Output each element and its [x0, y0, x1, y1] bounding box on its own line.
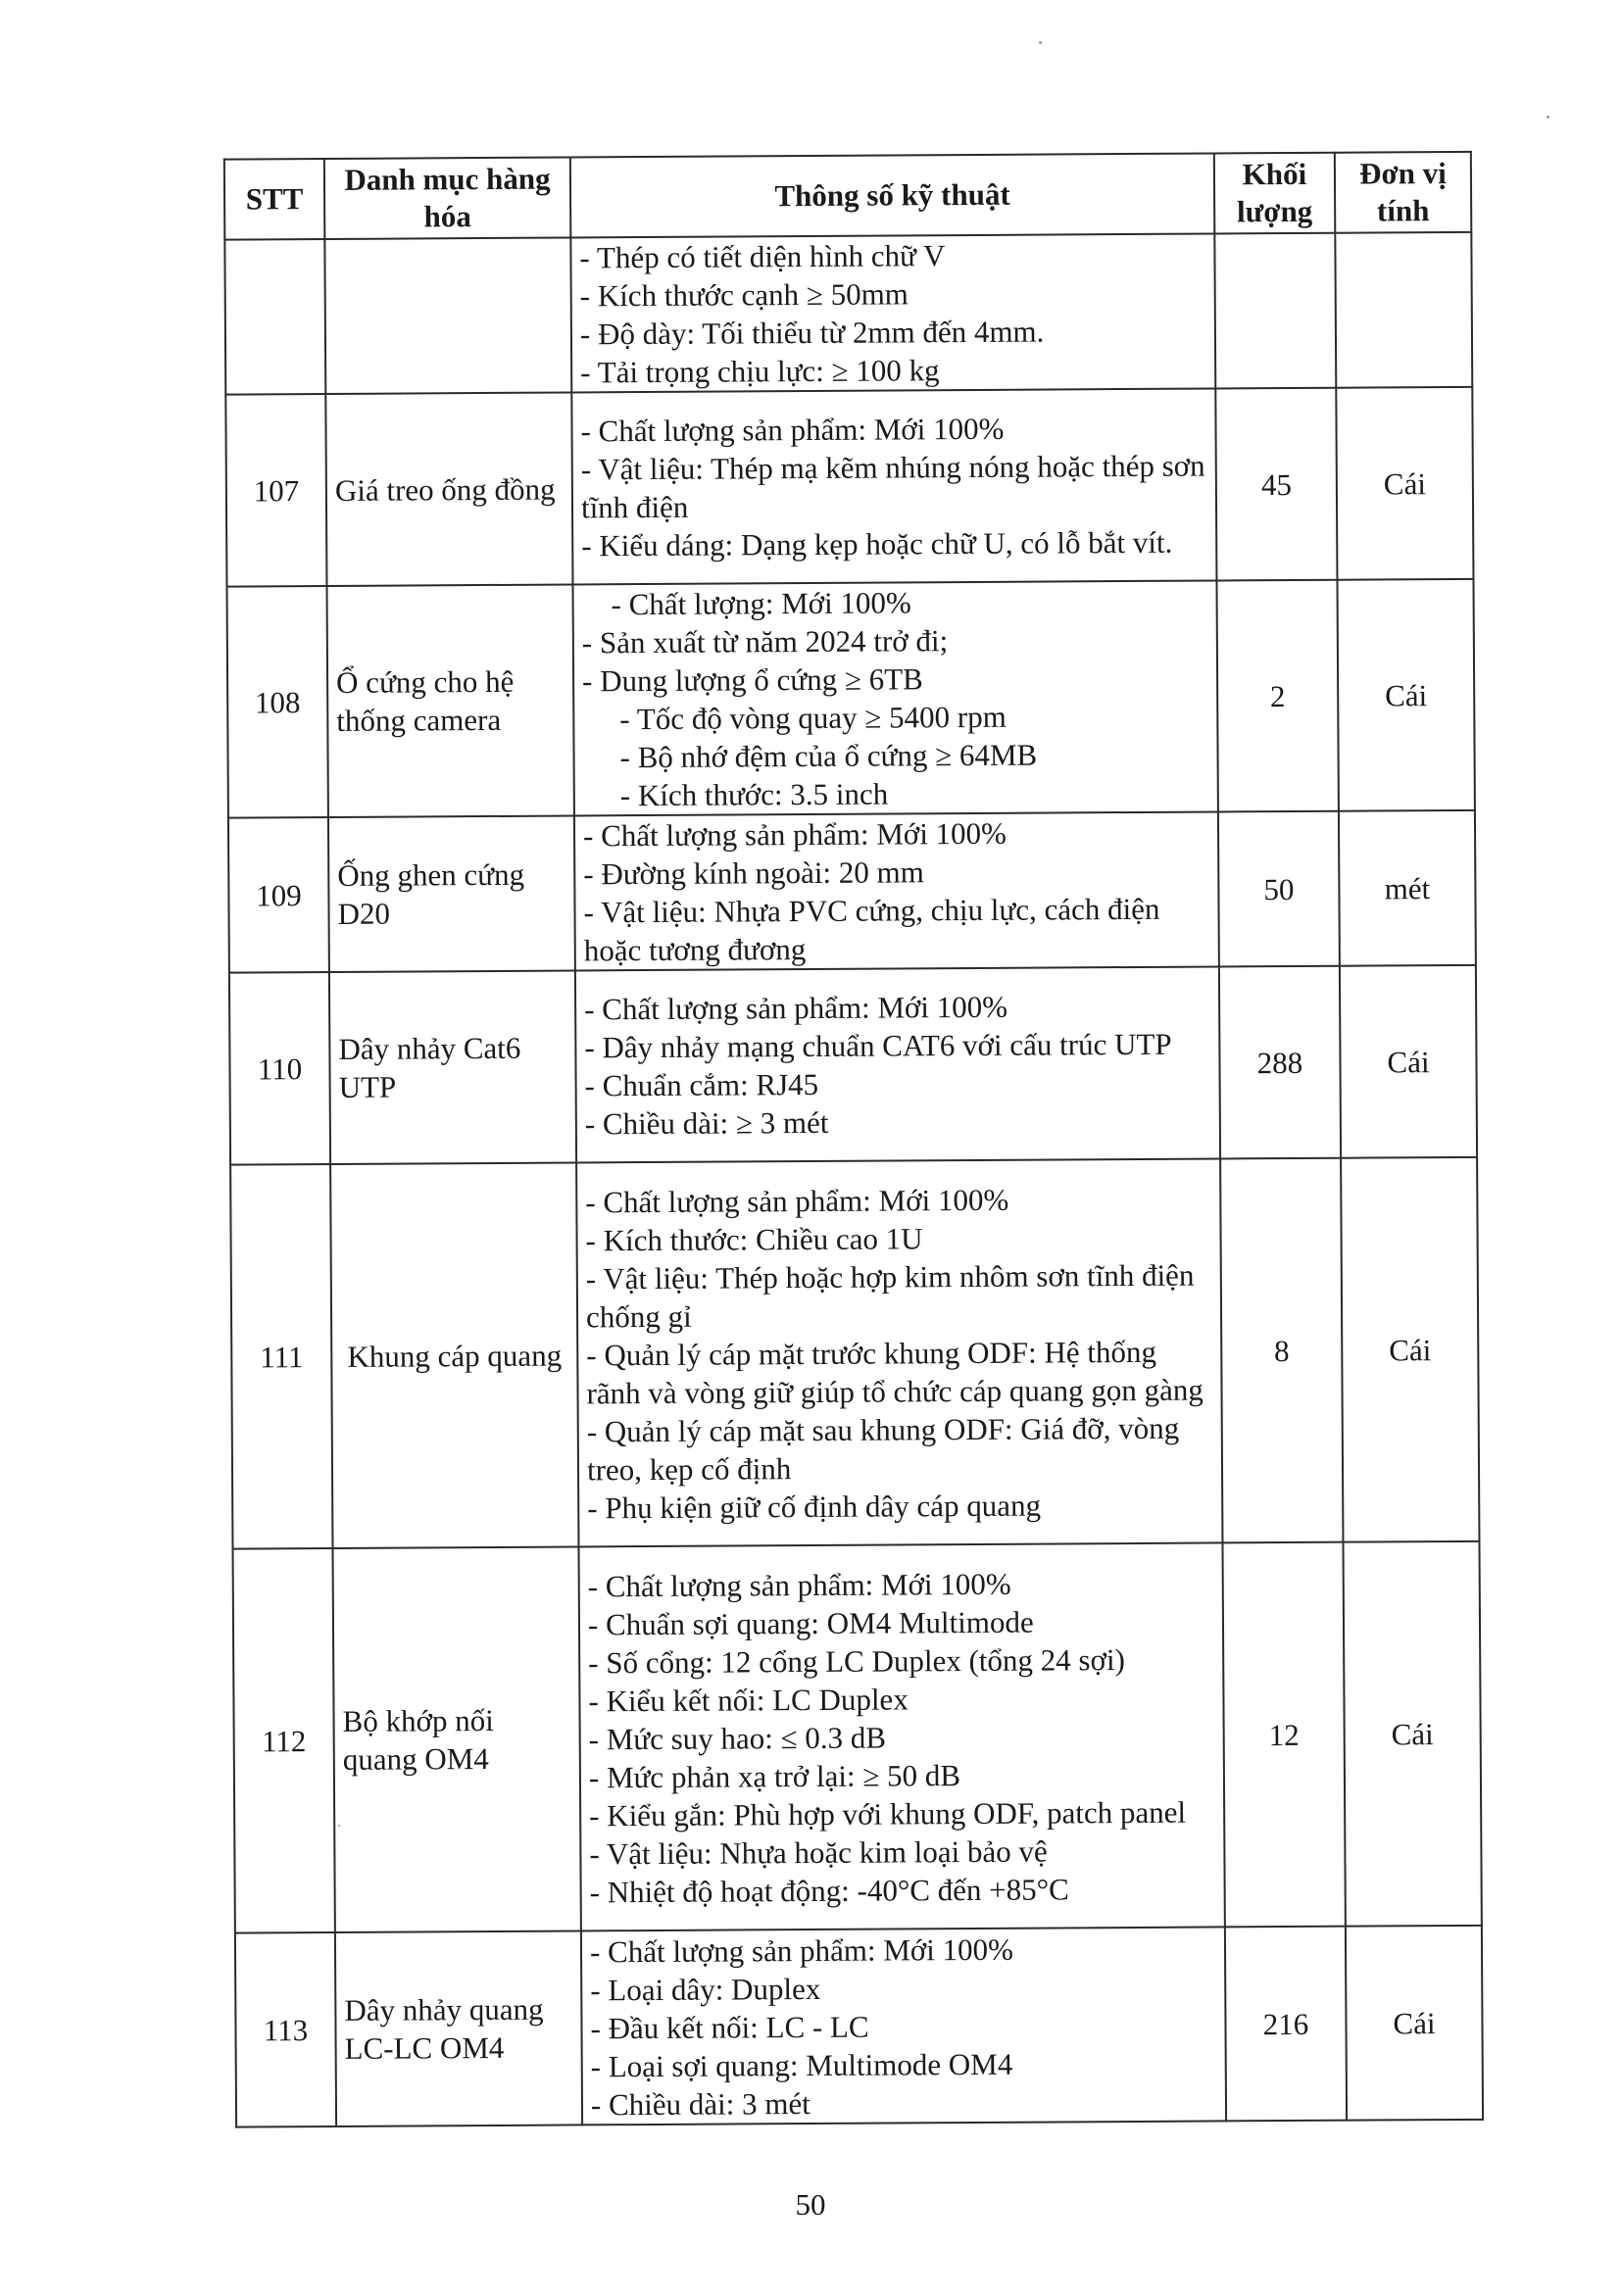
table-row	[229, 965, 1477, 1165]
spec-line: - Chất lượng sản phẩm: Mới 100%	[584, 989, 1008, 1027]
spec-line: - Mức phản xạ trở lại: ≥ 50 dB	[588, 1757, 961, 1794]
spec-line: - Loại sợi quang: Multimode OM4	[590, 2046, 1013, 2083]
row-unit: Cái	[1346, 1926, 1483, 2121]
row-item-name: Ống ghen cứng D20	[328, 815, 575, 972]
header-unit: Đơn vị tính	[1335, 152, 1471, 233]
spec-line: - Mức suy hao: ≤ 0.3 dB	[588, 1720, 887, 1756]
row-unit: Cái	[1337, 579, 1474, 811]
page-number: 50	[795, 2187, 826, 2222]
spec-line: - Chiều dài: 3 mét	[590, 2085, 810, 2122]
spec-line: - Vật liệu: Nhựa hoặc kim loại bảo vệ	[589, 1833, 1048, 1871]
row-specs	[578, 1542, 1224, 1930]
table-row	[230, 1157, 1479, 1549]
spec-line: - Đường kính ngoài: 20 mm	[583, 855, 924, 892]
spec-line: - Vật liệu: Nhựa PVC cứng, chịu lực, cách điện hoặc tương đương	[583, 891, 1160, 968]
spec-line: - Loại dây: Duplex	[590, 1971, 821, 2007]
table-row	[227, 579, 1475, 818]
row-unit: Cái	[1340, 965, 1477, 1158]
row-quantity: 216	[1225, 1927, 1347, 2122]
spec-line: - Đầu kết nối: LC - LC	[590, 2009, 869, 2045]
table-row	[224, 232, 1472, 395]
spec-line: - Sản xuất từ năm 2024 trở đi;	[581, 623, 949, 660]
row-specs	[572, 580, 1217, 815]
spec-line: - Số cổng: 12 cổng LC Duplex (tổng 24 sợi)	[588, 1641, 1125, 1680]
spec-line: - Quản lý cáp mặt trước khung ODF: Hệ thống rãnh và vòng giữ giúp tổ chức cáp quang gọn gàng	[586, 1334, 1203, 1410]
row-unit	[1335, 232, 1472, 388]
row-quantity: 50	[1218, 811, 1340, 967]
spec-line: - Dây nhảy mạng chuẩn CAT6 với cấu trúc UTP	[584, 1026, 1172, 1065]
spec-line: - Dung lượng ổ cứng ≥ 6TB	[581, 661, 923, 699]
header-item-name: Danh mục hàng hóa	[324, 157, 570, 239]
row-specs	[570, 233, 1215, 392]
row-unit: Cái	[1343, 1541, 1481, 1927]
row-item-name: Ổ cứng cho hệ thống camera	[327, 584, 574, 817]
header-stt: STT	[224, 159, 324, 240]
row-stt: 107	[225, 394, 326, 587]
spec-line: - Kích thước: 3.5 inch	[619, 776, 889, 813]
row-stt: 111	[230, 1164, 332, 1549]
spec-line: - Bộ nhớ đệm của ổ cứng ≥ 64MB	[619, 737, 1038, 775]
spec-line: - Chất lượng sản phẩm: Mới 100%	[582, 815, 1007, 854]
spec-line: - Chất lượng: Mới 100%	[611, 585, 911, 622]
row-unit: mét	[1339, 810, 1476, 966]
spec-line: - Quản lý cáp mặt sau khung ODF: Giá đỡ, vòng treo, kẹp cố định	[586, 1410, 1180, 1487]
spec-line: - Vật liệu: Thép mạ kẽm nhúng nóng hoặc thép sơn tĩnh điện	[580, 448, 1205, 525]
row-quantity: 288	[1219, 966, 1341, 1159]
row-quantity	[1214, 233, 1336, 389]
spec-line: - Chất lượng sản phẩm: Mới 100%	[585, 1182, 1009, 1219]
table-row	[228, 810, 1476, 973]
row-item-name: Dây nhảy quang LC-LC OM4	[335, 1930, 582, 2126]
table-header-row	[224, 152, 1471, 240]
header-specs: Thông số kỹ thuật	[570, 153, 1214, 237]
header-quantity: Khối lượng	[1214, 153, 1335, 234]
row-specs	[575, 966, 1220, 1162]
row-specs	[581, 1927, 1226, 2125]
row-quantity: 45	[1215, 388, 1337, 581]
table-row	[225, 387, 1473, 587]
scan-speck	[1039, 41, 1042, 44]
spec-line: - Chiều dài: ≥ 3 mét	[584, 1104, 829, 1142]
row-item-name: Bộ khớp nối quang OM4	[333, 1546, 581, 1932]
spec-line: - Chuẩn cắm: RJ45	[584, 1066, 819, 1103]
row-item-name	[324, 237, 571, 394]
scan-speck	[338, 1825, 340, 1827]
spec-line: - Tải trọng chịu lực: ≥ 100 kg	[580, 353, 940, 390]
spec-line: - Phụ kiện giữ cố định dây cáp quang	[587, 1488, 1042, 1525]
spec-line: - Thép có tiết diện hình chữ V	[579, 238, 946, 275]
row-quantity: 12	[1222, 1542, 1345, 1928]
table-row	[235, 1926, 1483, 2127]
spec-line: - Chất lượng sản phẩm: Mới 100%	[589, 1931, 1014, 1969]
scan-speck	[1547, 116, 1549, 119]
table-row	[233, 1541, 1482, 1933]
row-item-name: Khung cáp quang	[330, 1162, 578, 1548]
row-specs	[576, 1158, 1222, 1546]
spec-line: - Chất lượng sản phẩm: Mới 100%	[587, 1566, 1011, 1603]
row-specs	[574, 811, 1219, 970]
specification-table	[223, 151, 1484, 2128]
spec-line: - Kiểu kết nối: LC Duplex	[588, 1681, 909, 1718]
spec-line: - Kiểu gắn: Phù hợp với khung ODF, patch panel	[589, 1794, 1187, 1832]
row-quantity: 2	[1216, 580, 1338, 812]
spec-line: - Kích thước cạnh ≥ 50mm	[579, 276, 909, 314]
spec-line: - Tốc độ vòng quay ≥ 5400 rpm	[619, 699, 1007, 737]
spec-line: - Kiểu dáng: Dạng kẹp hoặc chữ U, có lỗ bắt vít.	[581, 524, 1173, 563]
row-unit: Cái	[1341, 1157, 1479, 1542]
row-quantity: 8	[1220, 1158, 1343, 1543]
row-stt: 108	[227, 586, 328, 818]
row-stt: 113	[235, 1932, 336, 2127]
row-stt	[224, 239, 325, 395]
spec-line: - Vật liệu: Thép hoặc hợp kim nhôm sơn tĩnh điện chống gỉ	[585, 1257, 1195, 1334]
row-unit: Cái	[1336, 387, 1473, 580]
spec-line: - Chất lượng sản phẩm: Mới 100%	[580, 411, 1005, 449]
row-item-name: Giá treo ống đồng	[325, 392, 572, 586]
spec-line: - Độ dày: Tối thiểu từ 2mm đến 4mm.	[579, 314, 1045, 352]
spec-line: - Chuẩn sợi quang: OM4 Multimode	[587, 1604, 1034, 1641]
row-stt: 110	[229, 972, 330, 1165]
row-specs	[571, 388, 1216, 584]
row-stt: 109	[228, 817, 329, 973]
spec-line: - Kích thước: Chiều cao 1U	[585, 1220, 923, 1257]
row-item-name: Dây nhảy Cat6 UTP	[329, 970, 576, 1164]
row-stt: 112	[233, 1548, 335, 1933]
spec-line: - Nhiệt độ hoạt động: -40°C đến +85°C	[589, 1871, 1069, 1909]
